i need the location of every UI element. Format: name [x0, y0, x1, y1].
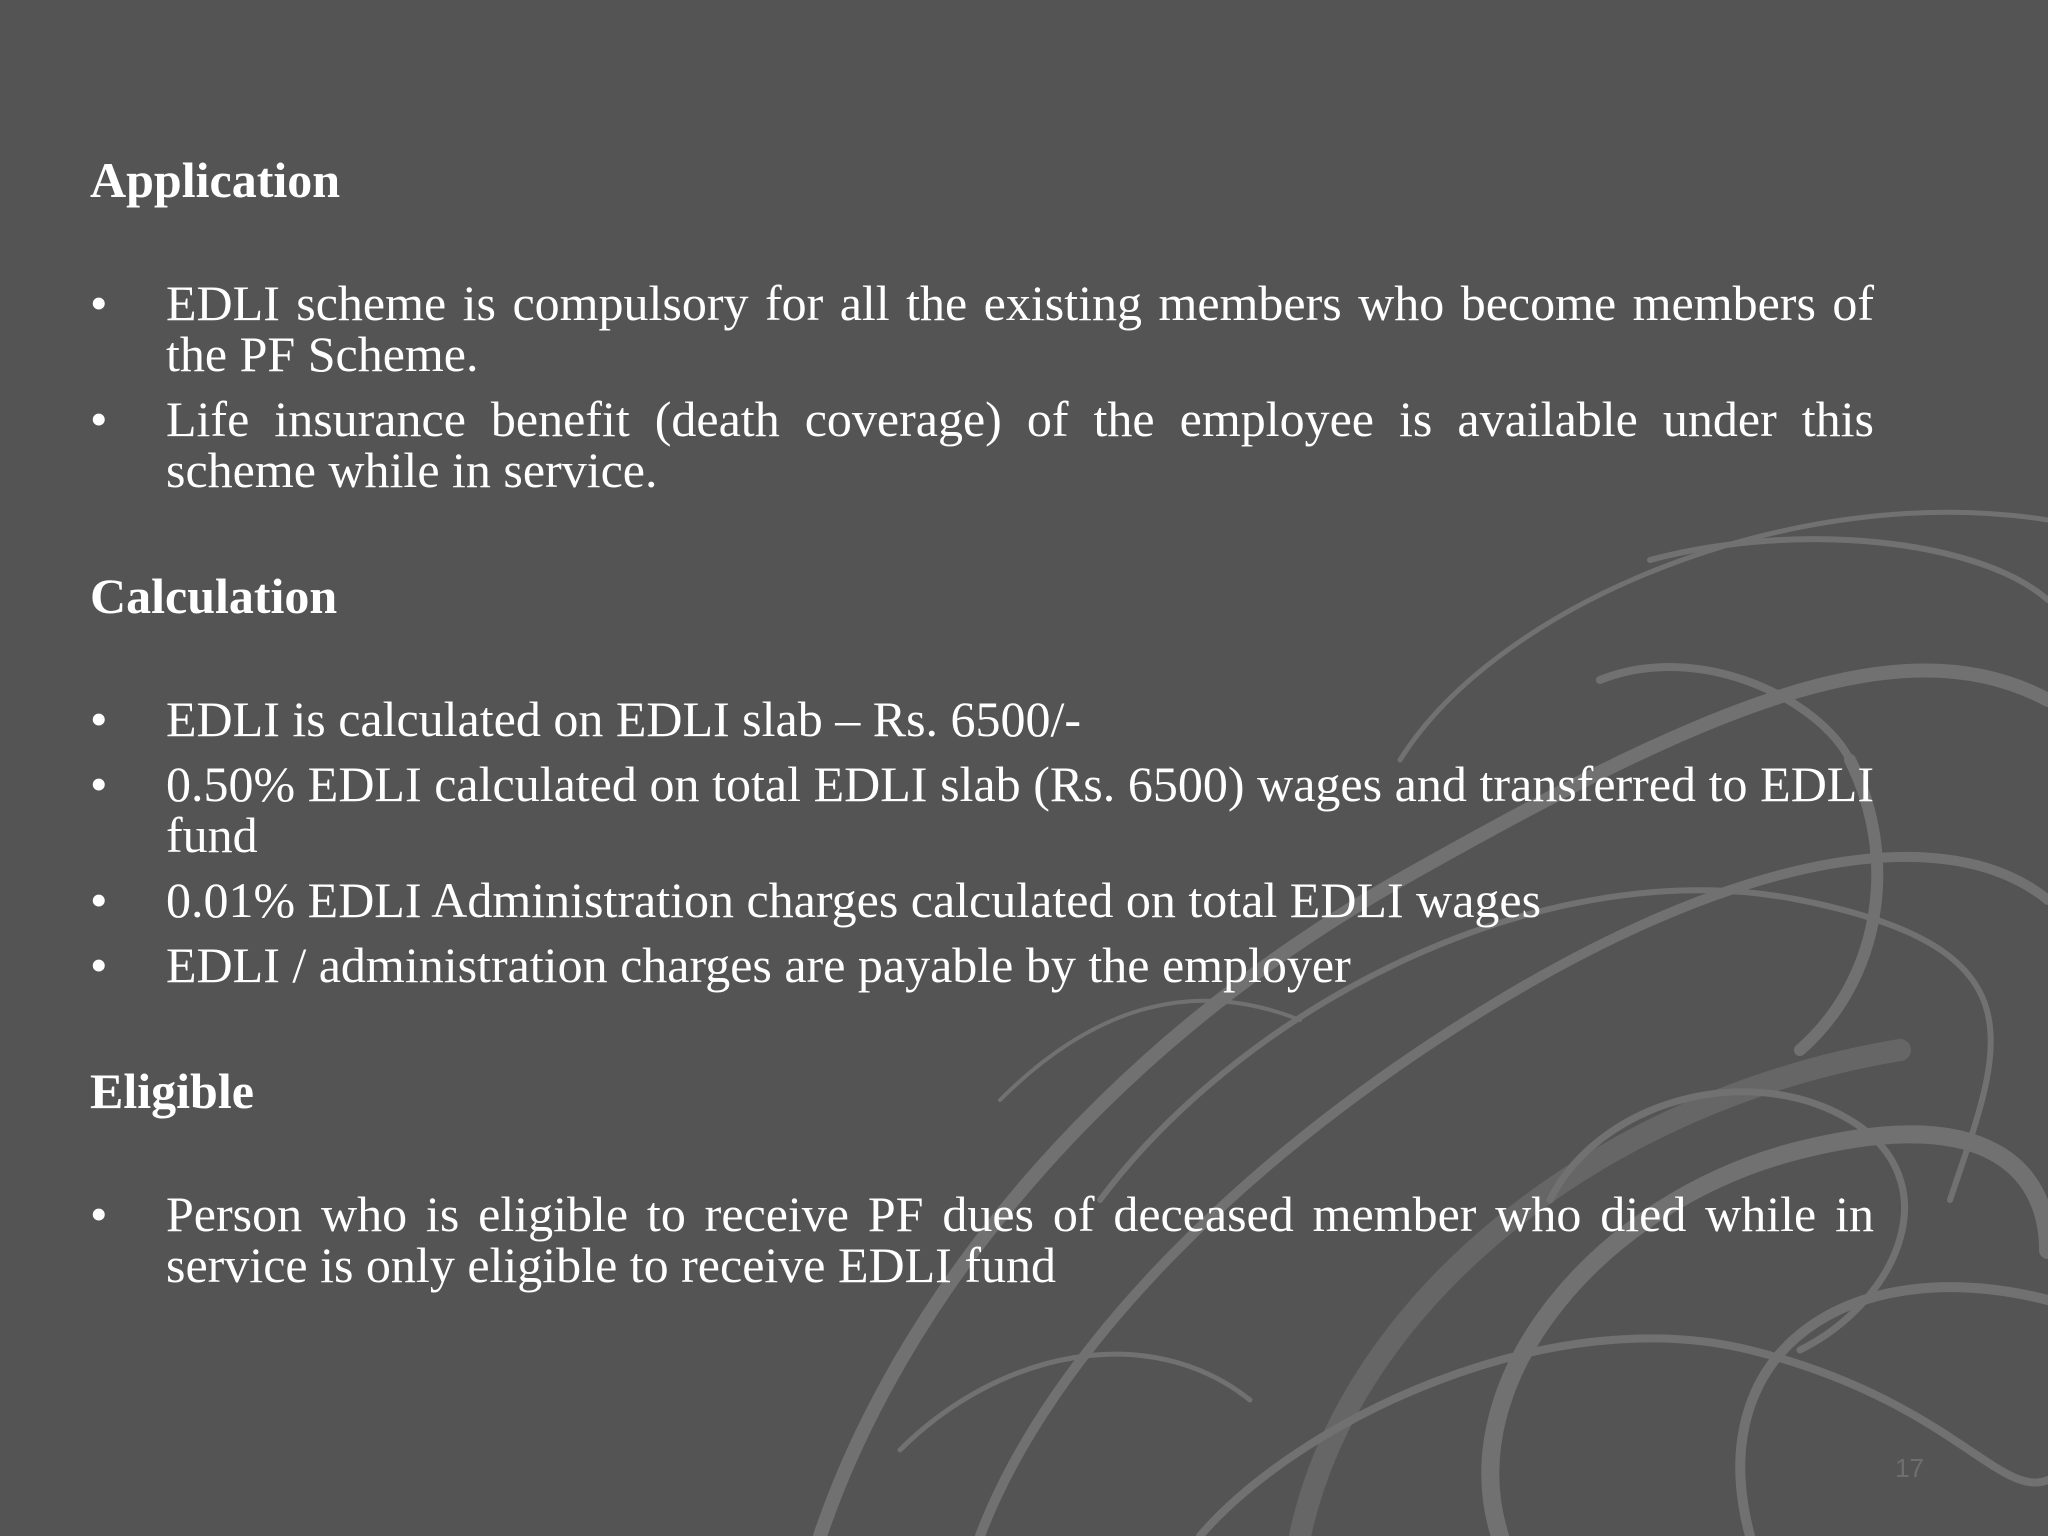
bullet-icon: •	[90, 1186, 108, 1242]
bullet-text: EDLI is calculated on EDLI slab – Rs. 6500/-	[166, 691, 1082, 747]
list-item	[90, 691, 1874, 747]
bullet-text: Person who is eligible to receive PF dues of deceased member who died while in service is only eligible to receive EDLI fund	[166, 1186, 1874, 1293]
list-item	[90, 872, 1874, 928]
page-number: 17	[1895, 1453, 1924, 1483]
list-item	[90, 391, 1874, 498]
bullet-text: 0.01% EDLI Administration charges calculated on total EDLI wages	[166, 872, 1542, 928]
application-bullet-list	[90, 275, 1874, 498]
bullet-text: EDLI scheme is compulsory for all the existing members who become members of the PF Scheme.	[166, 275, 1874, 382]
bullet-text: Life insurance benefit (death coverage) of the employee is available under this scheme while in service.	[166, 391, 1874, 498]
list-item	[90, 1186, 1874, 1293]
slide-content	[90, 150, 1874, 1305]
bullet-text: 0.50% EDLI calculated on total EDLI slab (Rs. 6500) wages and transferred to EDLI fund	[166, 756, 1874, 863]
bullet-icon: •	[90, 937, 108, 993]
list-item	[90, 756, 1874, 863]
calculation-bullet-list	[90, 691, 1874, 993]
section-heading-eligible: Eligible	[90, 1063, 254, 1119]
list-item	[90, 937, 1874, 993]
list-item	[90, 275, 1874, 382]
eligible-bullet-list	[90, 1186, 1874, 1293]
bullet-icon: •	[90, 756, 108, 812]
section-heading-application: Application	[90, 152, 341, 208]
bullet-text: EDLI / administration charges are payable by the employer	[166, 937, 1351, 993]
bullet-icon: •	[90, 275, 108, 331]
bullet-icon: •	[90, 391, 108, 447]
bullet-icon: •	[90, 872, 108, 928]
bullet-icon: •	[90, 691, 108, 747]
section-heading-calculation: Calculation	[90, 568, 338, 624]
